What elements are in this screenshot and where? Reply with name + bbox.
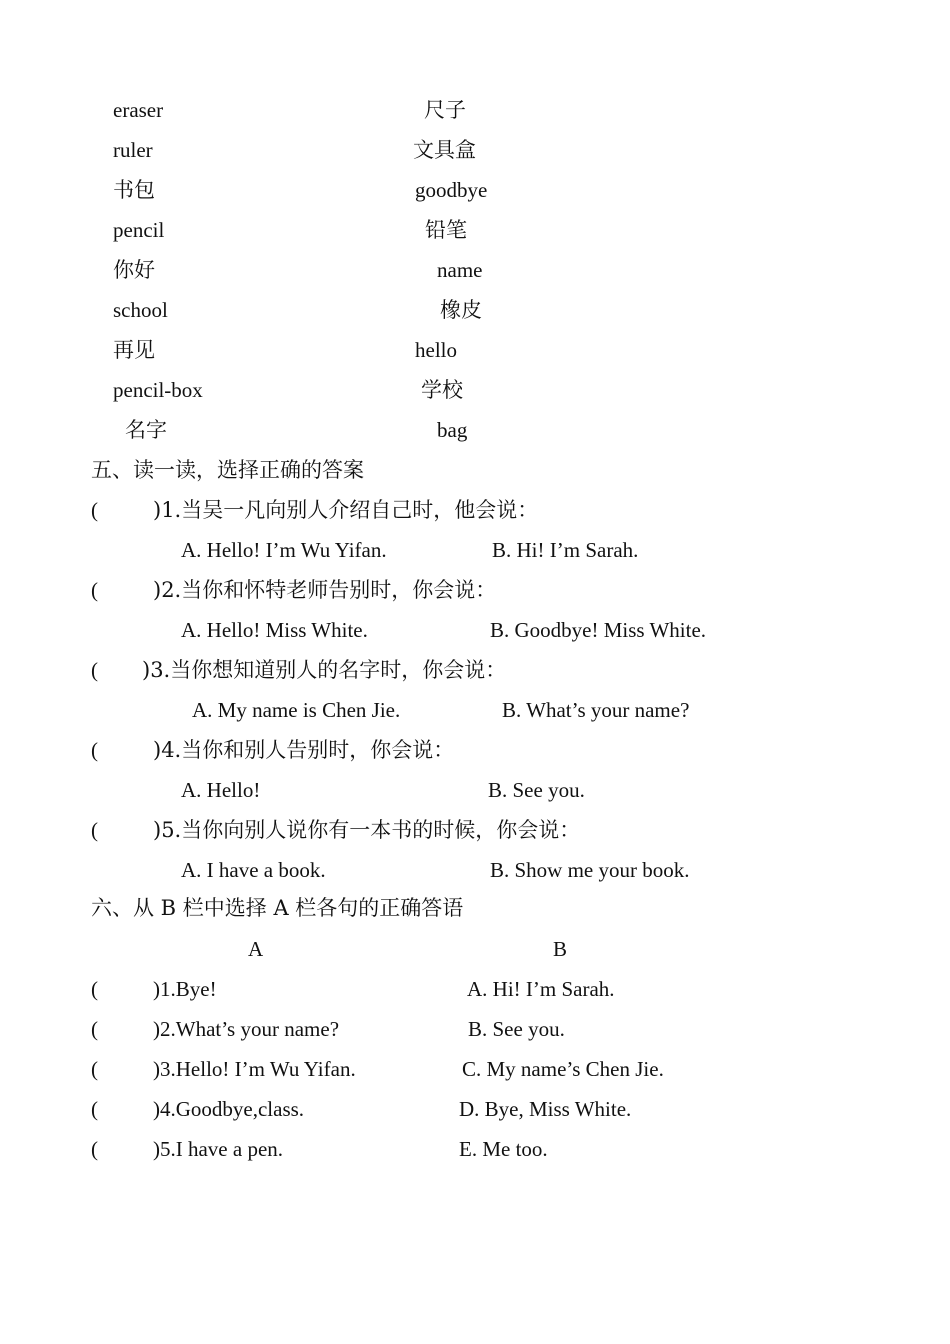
pair-5-column-b: E. Me too. <box>459 1137 548 1161</box>
question-4-option-b: B. See you. <box>488 778 585 802</box>
matching-right-5: name <box>437 258 483 282</box>
question-2-option-b: B. Goodbye! Miss White. <box>490 618 707 642</box>
column-a-header: A <box>248 937 264 961</box>
matching-left-4: pencil <box>113 218 165 242</box>
question-5-text: )5.当你向别人说你有一本书的时候，你会说： <box>153 818 581 842</box>
question-4-text: )4.当你和别人告别时，你会说： <box>153 738 455 762</box>
matching-left-2: ruler <box>113 138 153 162</box>
column-b-header: B <box>553 937 568 961</box>
answer-blank-open-paren: ( <box>91 1057 98 1081</box>
matching-left-1: eraser <box>113 98 164 122</box>
question-1-option-b: B. Hi! I’m Sarah. <box>492 538 639 562</box>
pair-2-column-b: B. See you. <box>468 1017 565 1041</box>
matching-right-3: goodbye <box>415 178 488 202</box>
pair-4-column-b: D. Bye, Miss White. <box>459 1097 632 1121</box>
matching-right-2: 文具盒 <box>413 138 476 162</box>
pair-1-column-a: )1.Bye! <box>153 977 217 1001</box>
question-4-option-a: A. Hello! <box>181 778 261 802</box>
question-1-option-a: A. Hello! I’m Wu Yifan. <box>181 538 387 562</box>
matching-left-8: pencil-box <box>113 378 203 402</box>
section-5-heading: 五、读一读，选择正确的答案 <box>91 458 364 482</box>
matching-right-9: bag <box>437 418 468 442</box>
pair-3-column-a: )3.Hello! I’m Wu Yifan. <box>153 1057 356 1081</box>
question-5-option-b: B. Show me your book. <box>490 858 690 882</box>
question-3-text: )3.当你想知道别人的名字时，你会说： <box>142 658 507 682</box>
matching-left-9: 名字 <box>125 418 167 442</box>
pair-3-column-b: C. My name’s Chen Jie. <box>462 1057 664 1081</box>
answer-blank-open-paren: ( <box>91 1097 98 1121</box>
question-1-text: )1.当吴一凡向别人介绍自己时，他会说： <box>153 498 539 522</box>
answer-blank-open-paren: ( <box>91 658 98 682</box>
answer-blank-open-paren: ( <box>91 977 98 1001</box>
answer-blank-open-paren: ( <box>91 818 98 842</box>
pair-2-column-a: )2.What’s your name? <box>153 1017 340 1041</box>
question-3-option-b: B. What’s your name? <box>502 698 690 722</box>
matching-left-3: 书包 <box>113 178 155 202</box>
answer-blank-open-paren: ( <box>91 1137 98 1161</box>
answer-blank-open-paren: ( <box>91 578 98 602</box>
matching-right-7: hello <box>415 338 457 362</box>
matching-left-6: school <box>113 298 168 322</box>
matching-right-8: 学校 <box>421 378 463 402</box>
pair-1-column-b: A. Hi! I’m Sarah. <box>467 977 615 1001</box>
answer-blank-open-paren: ( <box>91 1017 98 1041</box>
answer-blank-open-paren: ( <box>91 738 98 762</box>
matching-left-7: 再见 <box>113 338 155 362</box>
answer-blank-open-paren: ( <box>91 498 98 522</box>
matching-right-1: 尺子 <box>424 98 466 122</box>
matching-right-6: 橡皮 <box>440 298 482 322</box>
pair-5-column-a: )5.I have a pen. <box>153 1137 284 1161</box>
section-6-heading: 六、从 B 栏中选择 A 栏各句的正确答语 <box>91 896 464 920</box>
question-2-text: )2.当你和怀特老师告别时，你会说： <box>153 578 497 602</box>
question-3-option-a: A. My name is Chen Jie. <box>192 698 401 722</box>
matching-left-5: 你好 <box>113 258 155 282</box>
pair-4-column-a: )4.Goodbye,class. <box>153 1097 305 1121</box>
matching-right-4: 铅笔 <box>425 218 467 242</box>
question-2-option-a: A. Hello! Miss White. <box>181 618 368 642</box>
question-5-option-a: A. I have a book. <box>181 858 326 882</box>
